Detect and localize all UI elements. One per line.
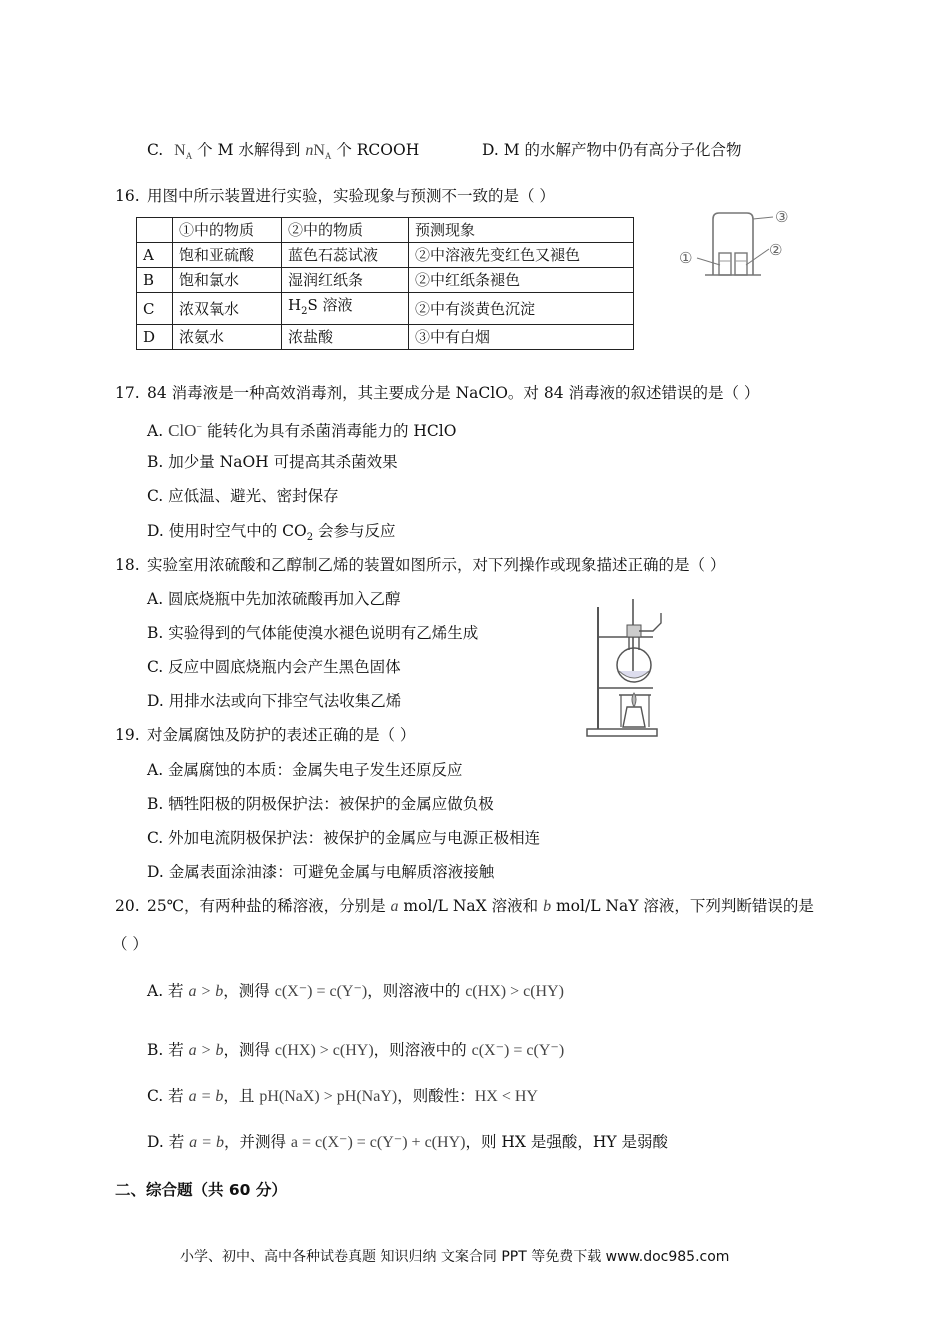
q17-option-b: B. 加少量 NaOH 可提高其杀菌效果 <box>147 453 398 471</box>
table-header-cell: ②中的物质 <box>282 218 409 243</box>
q19-stem: 对金属腐蚀及防护的表述正确的是（ ） <box>147 726 416 744</box>
q18-number: 18. <box>115 556 140 574</box>
table-row <box>137 293 634 325</box>
table-cell: 蓝色石蕊试液 <box>282 243 409 268</box>
q19-option-d: D. 金属表面涂油漆：可避免金属与电解质溶液接触 <box>147 863 495 881</box>
q19-option-b: B. 牺牲阳极的阴极保护法：被保护的金属应做负极 <box>147 795 494 813</box>
label-3: ③ <box>775 208 789 226</box>
table-cell: 浓盐酸 <box>282 325 409 350</box>
q18-option-a: A. 圆底烧瓶中先加浓硫酸再加入乙醇 <box>147 590 401 608</box>
q18-option-c: C. 反应中圆底烧瓶内会产生黑色固体 <box>147 658 401 676</box>
q19-option-c: C. 外加电流阴极保护法：被保护的金属应与电源正极相连 <box>147 829 541 847</box>
table-cell-option: B <box>137 268 173 293</box>
table-row <box>137 243 634 268</box>
q17-number: 17. <box>115 384 140 402</box>
table-cell: 浓双氧水 <box>173 293 282 325</box>
table-header-row <box>137 218 634 243</box>
q20-option-d: D. 若 a = b，并测得 a = c(X⁻) = c(Y⁻) + c(HY)，则 HX 是强酸，HY 是弱酸 <box>147 1133 669 1151</box>
q16-stem: 用图中所示装置进行实验，实验现象与预测不一致的是（ ） <box>147 187 555 205</box>
q16-table <box>136 217 634 350</box>
table-cell: ③中有白烟 <box>409 325 634 350</box>
section-heading: 二、综合题（共 60 分） <box>115 1181 287 1199</box>
table-cell: ②中溶液先变红色又褪色 <box>409 243 634 268</box>
table-cell: ②中红纸条褪色 <box>409 268 634 293</box>
q20-option-a: A. 若 a > b，测得 c(X⁻) = c(Y⁻)，则溶液中的 c(HX) > c(HY) <box>147 982 564 1000</box>
q15-option-c: C. $N_A$ 个 M 水解得到 $nN_A$ 个 RCOOH <box>147 141 420 162</box>
q18-option-d: D. 用排水法或向下排空气法收集乙烯 <box>147 692 402 710</box>
q15-option-d: D. M 的水解产物中仍有高分子化合物 <box>482 141 742 159</box>
q16-apparatus-figure <box>675 205 805 280</box>
q20-option-c: C. 若 a = b，且 pH(NaX) > pH(NaY)，则酸性：HX < HY <box>147 1087 538 1105</box>
table-cell: 浓氨水 <box>173 325 282 350</box>
table-cell-option: A <box>137 243 173 268</box>
q17-stem: 84 消毒液是一种高效消毒剂，其主要成分是 NaClO。对 84 消毒液的叙述错误的是（ ） <box>147 384 760 402</box>
table-cell: $H_2S$ 溶液 <box>282 293 409 325</box>
q20-paren: （ ） <box>112 935 148 953</box>
q18-stem: 实验室用浓硫酸和乙醇制乙烯的装置如图所示，对下列操作或现象描述正确的是（ ） <box>147 556 726 574</box>
page-footer: 小学、初中、高中各种试卷真题 知识归纳 文案合同 PPT 等免费下载 www.doc985.com <box>180 1249 730 1265</box>
table-header-cell: ①中的物质 <box>173 218 282 243</box>
q20-stem: 25℃，有两种盐的稀溶液，分别是 a mol/L NaX 溶液和 b mol/L NaY 溶液，下列判断错误的是 <box>147 897 814 915</box>
table-cell-option: C <box>137 293 173 325</box>
q19-number: 19. <box>115 726 140 744</box>
label-2: ② <box>769 241 783 259</box>
table-row <box>137 325 634 350</box>
table-cell: 湿润红纸条 <box>282 268 409 293</box>
table-row <box>137 268 634 293</box>
label-1: ① <box>679 249 693 267</box>
q18-apparatus-figure <box>583 595 673 740</box>
table-header-cell: 预测现象 <box>409 218 634 243</box>
table-cell: ②中有淡黄色沉淀 <box>409 293 634 325</box>
q17-option-c: C. 应低温、避光、密封保存 <box>147 487 339 505</box>
table-cell-option: D <box>137 325 173 350</box>
q20-number: 20. <box>115 897 140 915</box>
table-cell: 饱和亚硫酸 <box>173 243 282 268</box>
q18-option-b: B. 实验得到的气体能使溴水褪色说明有乙烯生成 <box>147 624 479 642</box>
q17-option-a: A. ClO− 能转化为具有杀菌消毒能力的 HClO <box>147 421 457 441</box>
q16-number: 16. <box>115 187 140 205</box>
table-header-cell <box>137 218 173 243</box>
q17-option-d: D. 使用时空气中的 $CO_2$ 会参与反应 <box>147 522 396 544</box>
table-cell: 饱和氯水 <box>173 268 282 293</box>
q19-option-a: A. 金属腐蚀的本质：金属失电子发生还原反应 <box>147 761 463 779</box>
q20-option-b: B. 若 a > b，测得 c(HX) > c(HY)，则溶液中的 c(X⁻) = c(Y⁻) <box>147 1041 565 1059</box>
